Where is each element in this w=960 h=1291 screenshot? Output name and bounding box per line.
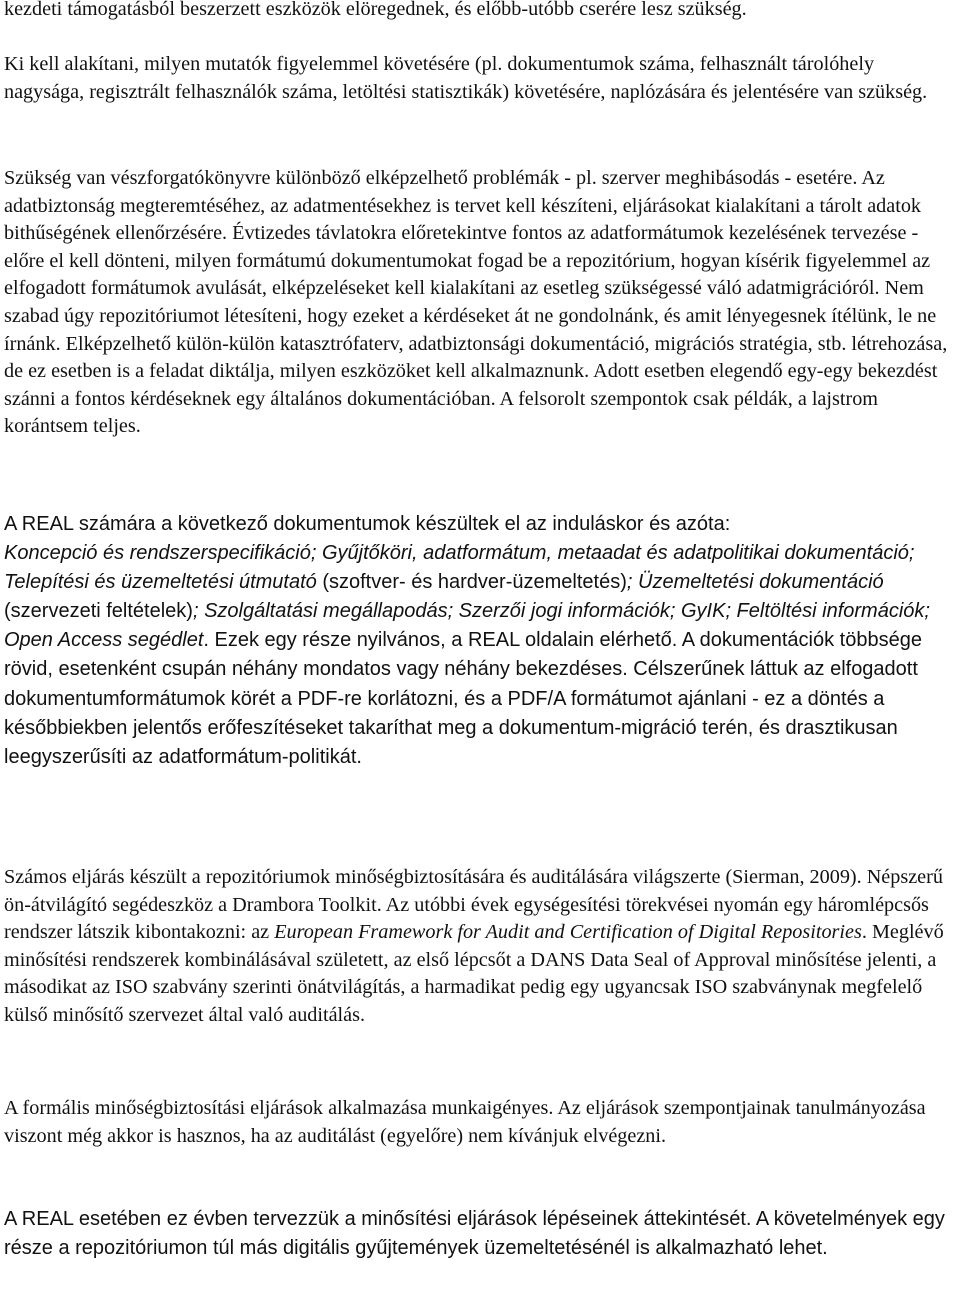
paragraph-metrics: Ki kell alakítani, milyen mutatók figyelemmel követésére (pl. dokumentumok száma, felhasznált tárolóhely nagysága, regisztrált felhasználók száma, letöltési statisztikák) követésére, naplózására és jelentésére van szükség. bbox=[4, 53, 928, 103]
european-framework-title: European Framework for Audit and Certification of Digital Repositories bbox=[274, 921, 862, 944]
disaster-plan-text: Szükség van vészforgatókönyvre különböző elképzelhető problémák - pl. szerver meghibásodás - esetére. bbox=[4, 167, 858, 189]
paragraph-real-plans: A REAL esetében ez évben tervezzük a minősítési eljárások lépéseinek áttekintését. A követelmények egy része a repozitóriumon túl más digitális gyűjtemények üzemeltetésénél is alkalmazható lehet. bbox=[4, 1208, 945, 1260]
paragraph-equipment-aging: kezdeti támogatásból beszerzett eszközök elöregednek, és előbb-utóbb cserére lesz szükség. bbox=[4, 0, 747, 20]
real-documents-rest: . Ezek egy része nyilvános, a REAL oldalain elérhető. A dokumentációk többsége rövid, esetenként csupán néhány mondatos vagy néhány bekezdéses. Célszerűnek láttuk az elfogadott dokumentumformátumok körét a PDF-re korlátozni, és a PDF/A formátumot ajánlani - ez a döntés a későbbiekben jelentős erőfeszítéseket takaríthat meg a dokumentum-migráció terén, és drasztikusan leegyszerűsíti az adatformátum-politikát. bbox=[4, 629, 922, 768]
quality-assurance-after: . Meglévő minősítési rendszerek kombinálásával született, az első lépcsőt a DANS Data Seal of Approval minősítése jelenti, a másodikat az ISO szabvány szerinti önátvilágítás, a harmadikat pedig egy ugyancsak ISO szabványnak megfelelő külső minősítő szervezet által való auditálás. bbox=[4, 921, 944, 1026]
paragraph-disaster-plan bbox=[4, 165, 956, 441]
real-documents-intro: A REAL számára a következő dokumentumok készültek el az induláskor és azóta: bbox=[4, 513, 731, 535]
quality-assurance-before: Számos eljárás készült a repozitóriumok minőségbiztosítására és auditálására világszerte (Sierman, 2009). Népszerű ön-átvilágító segédeszköz a Drambora Toolkit. Az utóbbi évek egységesítési törekvései nyomán egy háromlépcsős rendszer látszik kibontakozni: az bbox=[4, 866, 943, 944]
real-documents-note-b: (szervezeti feltételek) bbox=[4, 600, 193, 623]
paragraph-quality-assurance bbox=[4, 864, 956, 1030]
real-documents-sep-a: ; bbox=[626, 571, 638, 594]
real-documents-note-a: (szoftver- és hardver-üzemeltetés) bbox=[316, 571, 627, 594]
real-documents-list-c: ; Szolgáltatási megállapodás; Szerzői jogi információk; GyIK; Feltöltési információk; Open Access segédlet bbox=[4, 600, 930, 652]
paragraph-real-documents bbox=[4, 510, 956, 772]
paragraph-formal-procedures: A formális minőségbiztosítási eljárások alkalmazása munkaigényes. Az eljárások szempontjainak tanulmányozása viszont még akkor is hasznos, ha az auditálást (egyelőre) nem kívánjuk elvégezni. bbox=[4, 1097, 926, 1147]
data-security-text: Az adatbiztonság megteremtéséhez, az adatmentésekhez is tervet kell készíteni, eljárásokat kialakítani a tárolt adatok bithűségének ellenőrzésére. Évtizedes távlatokra előretekintve fontos az adatformátumok kezelésének tervezése - előre el kell dönteni, milyen formátumú dokumentumokat fogad be a repozitórium, hogyan kísérik figyelemmel az elfogadott formátumok avulását, elképzeléseket kell kialakítani az esetleg szükségessé váló adatmigrációról. Nem szabad úgy repozitóriumot létesíteni, hogy ezeket a kérdéseket át ne gondolnánk, és amit lényegesnek ítélünk, le ne írnánk. Elképzelhető külön-külön katasztrófaterv, adatbiztonsági dokumentáció, migrációs stratégia, stb. létrehozása, de ez esetben is a feladat diktálja, milyen eszközöket kell alkalmaznunk. Adott esetben elegendő egy-egy bekezdést szánni a fontos kérdéseknek egy általános dokumentációban. A felsorolt szempontok csak példák, a lajstrom korántsem teljes. bbox=[4, 167, 948, 438]
real-documents-list-a: Koncepció és rendszerspecifikáció; Gyűjtőköri, adatformátum, metaadat és adatpolitikai dokumentáció; Telepítési és üzemeltetési útmutató bbox=[4, 542, 915, 594]
real-documents-list-b: Üzemeltetési dokumentáció bbox=[638, 571, 884, 594]
